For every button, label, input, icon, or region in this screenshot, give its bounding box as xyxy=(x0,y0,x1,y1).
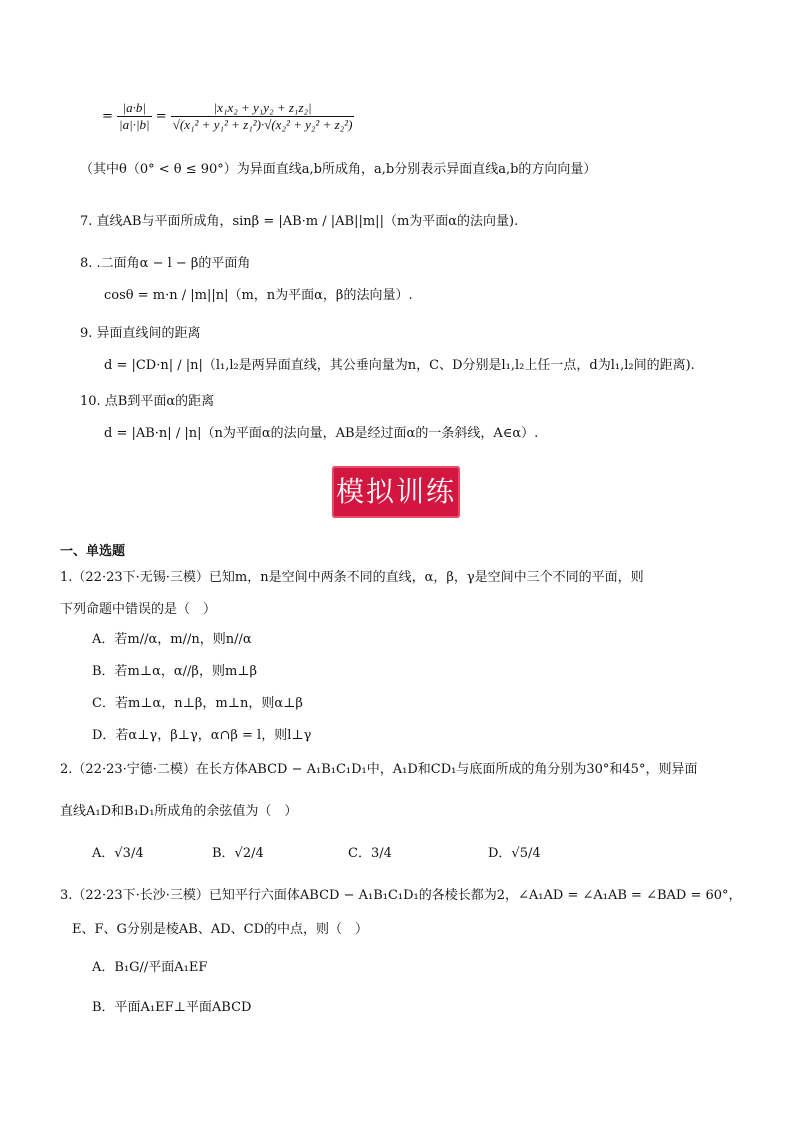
q1-option-b[interactable]: B．若m⊥α，α//β，则m⊥β xyxy=(92,664,258,679)
q1-option-c[interactable]: C．若m⊥α，n⊥β，m⊥n，则α⊥β xyxy=(92,696,303,711)
formula-top: = $\frac{|a\cdot b|}{|a|\cdot|b|}$ = $\frac{\text{|x₁x₂ + y₁y₂ + z₁z₂|}}{\text{√(x₁² + y₁² + z₁²)·√(x₂² + y₂² + z₂²)}}$ xyxy=(102,100,353,132)
q2-stem-line-2: 直线A₁D和B₁D₁所成角的余弦值为（ ） xyxy=(60,804,298,819)
section-badge: 模拟训练 xyxy=(332,466,460,518)
section-heading: 一、单选题 xyxy=(60,544,126,559)
q1-stem-line-1: 1.（22·23下·无锡·三模）已知m，n是空间中两条不同的直线，α，β，γ是空间中三个不同的平面，则 xyxy=(60,570,644,585)
item-8-formula: cosθ = m·n / |m||n|（m，n为平面α，β的法向量）. xyxy=(104,288,413,303)
q2-option-b[interactable]: B．√2/4 xyxy=(212,846,264,861)
q3-stem-line-1: 3.（22·23下·长沙·三模）已知平行六面体ABCD − A₁B₁C₁D₁的各棱长都为2，∠A₁AD = ∠A₁AB = ∠BAD = 60°， xyxy=(60,888,742,903)
q3-option-b[interactable]: B．平面A₁EF⊥平面ABCD xyxy=(92,1000,252,1015)
q2-option-d[interactable]: D．√5/4 xyxy=(488,846,541,861)
q1-option-d[interactable]: D．若α⊥γ，β⊥γ，α∩β = l，则l⊥γ xyxy=(92,728,312,743)
item-10-title: 10. 点B到平面α的距离 xyxy=(80,394,215,409)
item-10-formula: d = |AB·n| / |n|（n为平面α的法向量，AB是经过面α的一条斜线，A∈α）. xyxy=(104,426,539,441)
q2-option-c[interactable]: C．3/4 xyxy=(348,846,392,861)
formula-top-left-fraction: $\frac{|a\cdot b|}{|a|\cdot|b|}$ xyxy=(119,100,150,132)
q2-stem-line-1: 2.（22·23·宁德·二模）在长方体ABCD − A₁B₁C₁D₁中，A₁D和CD₁与底面所成的角分别为30°和45°，则异面 xyxy=(60,762,698,777)
q2-option-a[interactable]: A．√3/4 xyxy=(92,846,144,861)
q3-stem-line-2: E、F、G分别是棱AB、AD、CD的中点，则（ ） xyxy=(72,922,369,937)
q3-option-a[interactable]: A．B₁G//平面A₁EF xyxy=(92,960,208,975)
q1-stem-line-2: 下列命题中错误的是（ ） xyxy=(60,602,217,617)
formula-top-right-fraction: $\frac{\text{|x₁x₂ + y₁y₂ + z₁z₂|}}{\text{√(x₁² + y₁² + z₁²)·√(x₂² + y₂² + z₂²)}}$ xyxy=(172,100,353,132)
item-9-formula: d = |CD·n| / |n|（l₁,l₂是两异面直线，其公垂向量为n，C、D分别是l₁,l₂上任一点，d为l₁,l₂间的距离). xyxy=(104,358,695,373)
item-7: 7. 直线AB与平面所成角，sinβ = |AB·m / |AB||m||（m为平面α的法向量). xyxy=(80,214,519,229)
item-9-title: 9. 异面直线间的距离 xyxy=(80,326,201,341)
note-line: （其中θ（0° < θ ≤ 90°）为异面直线a,b所成角，a,b分别表示异面直线a,b的方向向量） xyxy=(80,162,597,177)
q1-option-a[interactable]: A．若m//α，m//n，则n//α xyxy=(92,632,252,647)
item-8-title: 8. .二面角α − l − β的平面角 xyxy=(80,256,251,271)
